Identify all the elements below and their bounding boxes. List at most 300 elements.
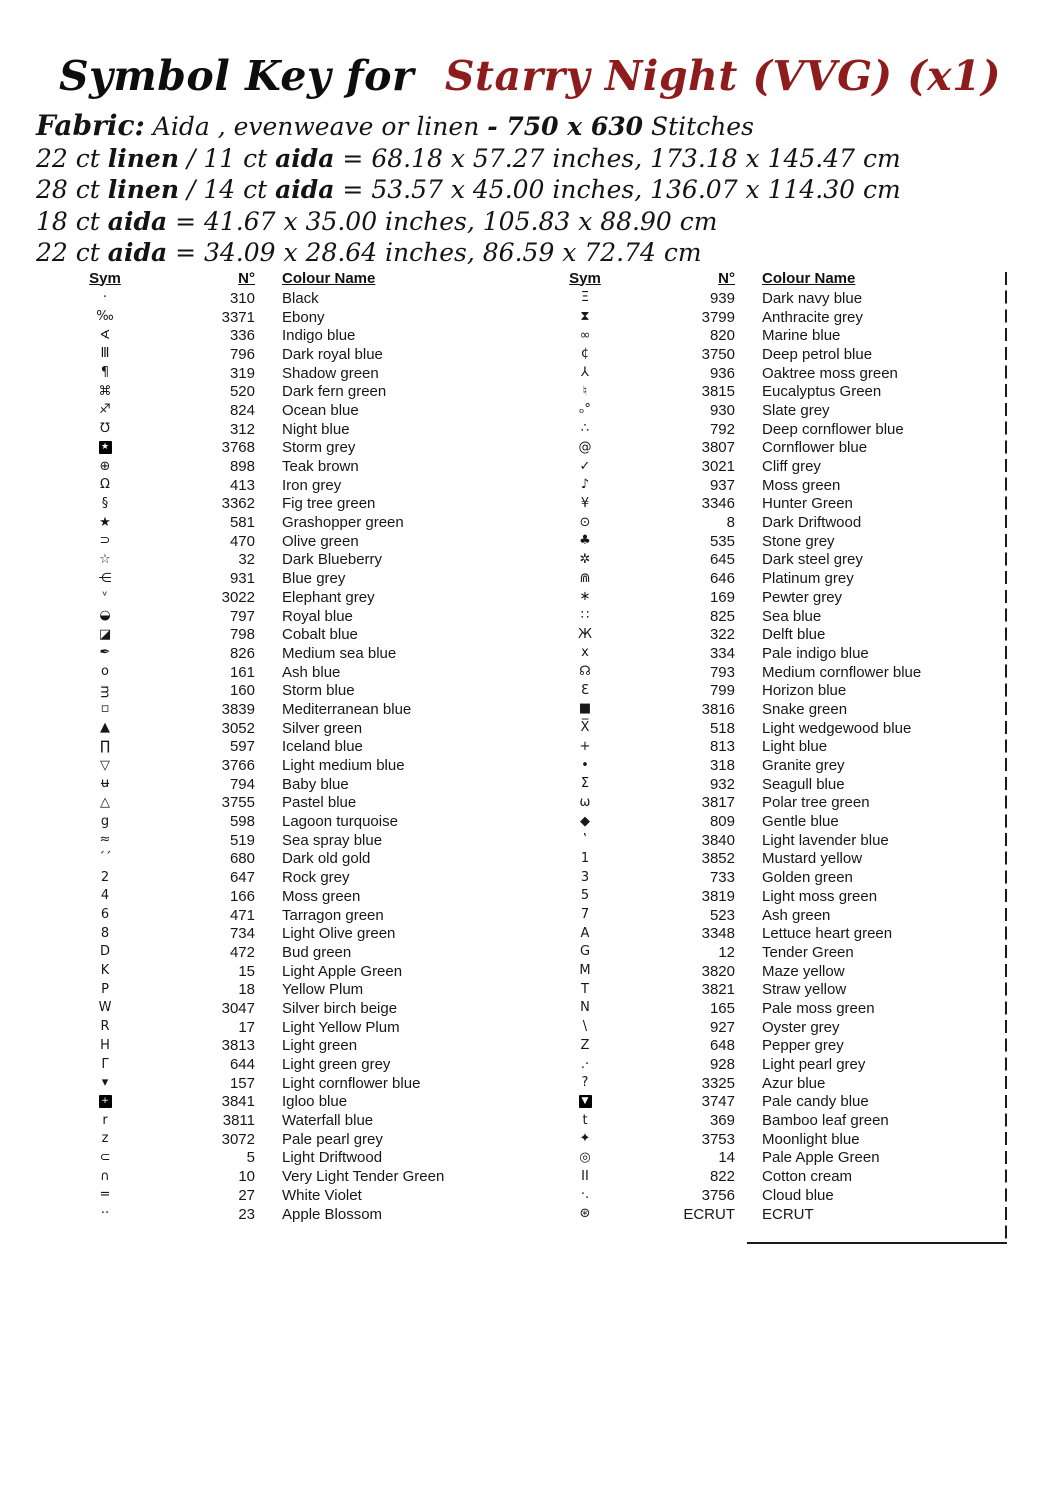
table-row (540, 1111, 1007, 1130)
colour-name: Eucalyptus Green (762, 383, 882, 401)
symbol-glyph: ✦ (579, 1131, 591, 1147)
thread-number: 3768 (221, 439, 255, 457)
table-row (60, 364, 520, 383)
thread-number: 932 (709, 775, 735, 793)
colour-name: Anthracite grey (762, 308, 863, 326)
colour-name: Bud green (282, 943, 352, 961)
symbol-glyph: ⊙ (579, 514, 591, 530)
symbol-glyph: 4 (100, 888, 110, 904)
symbol-glyph: Ξ (580, 290, 590, 306)
thread-number: 931 (229, 570, 255, 588)
symbol-glyph: ‰ (96, 309, 114, 325)
table-row (540, 401, 1007, 420)
number-column-header: N° (238, 270, 255, 287)
symbol-glyph: ∢ (99, 327, 111, 343)
table-row (60, 663, 520, 682)
thread-number: 15 (238, 962, 255, 980)
thread-number: 165 (709, 999, 735, 1017)
table-row (540, 569, 1007, 588)
colour-name: Dark old gold (282, 850, 371, 868)
thread-number: 3813 (221, 1037, 255, 1055)
thread-number: 3348 (701, 925, 735, 943)
symbol-glyph: ·. (580, 1187, 590, 1203)
thread-number: 3839 (221, 700, 255, 718)
table-row (60, 625, 520, 644)
table-row (60, 1037, 520, 1056)
colour-name: Pepper grey (762, 1037, 844, 1055)
colour-name: Iron grey (282, 476, 342, 494)
fabric-text-segment: aida (275, 143, 335, 173)
colour-name: Sea spray blue (282, 831, 383, 849)
table-row (60, 457, 520, 476)
thread-number: 310 (229, 289, 255, 307)
thread-number: 796 (229, 345, 255, 363)
fabric-info (36, 110, 901, 269)
symbol-glyph: ♣ (579, 533, 591, 549)
thread-number: 3819 (701, 887, 735, 905)
symbol-glyph: ‛ (582, 832, 588, 848)
fabric-line (36, 143, 901, 175)
symbol-glyph: 7 (580, 907, 590, 923)
thread-number: 519 (229, 831, 255, 849)
colour-name: Storm blue (282, 682, 355, 700)
thread-number: 939 (709, 289, 735, 307)
table-row (540, 326, 1007, 345)
table-row (540, 1130, 1007, 1149)
colour-name: Slate grey (762, 401, 830, 419)
fabric-text-segment: 18 ct (36, 206, 108, 236)
symbol-glyph: \ (582, 1019, 588, 1035)
symbol-glyph: ≈ (99, 832, 111, 848)
thread-number: 318 (709, 757, 735, 775)
thread-number: 14 (718, 1149, 735, 1167)
colour-name: Black (282, 289, 319, 307)
colour-name: Pale moss green (762, 999, 875, 1017)
table-row (60, 308, 520, 327)
thread-number: 645 (709, 551, 735, 569)
thread-number: 17 (238, 1018, 255, 1036)
symbol-glyph: ⊛ (579, 1206, 591, 1222)
thread-number: 797 (229, 607, 255, 625)
table-row (540, 644, 1007, 663)
colour-name: Tarragon green (282, 906, 384, 924)
inverse-symbol-box: + (99, 1095, 112, 1108)
symbol-glyph: 8 (100, 925, 110, 941)
thread-number: 3841 (221, 1093, 255, 1111)
symbol-glyph: ∗ (579, 589, 591, 605)
symbol-glyph: W (98, 1000, 112, 1016)
thread-number: 3821 (701, 981, 735, 999)
colour-name: Dark navy blue (762, 289, 863, 307)
symbol-glyph: g (100, 813, 110, 829)
thread-number: 927 (709, 1018, 735, 1036)
symbol-glyph: K (100, 963, 110, 979)
symbol-glyph: N (580, 1000, 590, 1016)
colour-name: Pale pearl grey (282, 1130, 383, 1148)
symbol-glyph: ⊂ (99, 1149, 111, 1165)
symbol-glyph: 1 (580, 850, 590, 866)
colour-name: Dark fern green (282, 383, 387, 401)
table-row (540, 382, 1007, 401)
thread-number: 12 (718, 943, 735, 961)
table-row (60, 943, 520, 962)
thread-number: 826 (229, 644, 255, 662)
thread-number: 3840 (701, 831, 735, 849)
colour-name: Seagull blue (762, 775, 845, 793)
symbol-glyph: T (581, 981, 589, 997)
symbol-glyph: Z (580, 1037, 590, 1053)
thread-number: 792 (709, 420, 735, 438)
thread-number: 813 (709, 738, 735, 756)
thread-number: 8 (726, 514, 735, 532)
colour-name: Ash green (762, 906, 831, 924)
table-row (540, 831, 1007, 850)
table-row (60, 532, 520, 551)
table-row (540, 364, 1007, 383)
thread-number: 3766 (221, 757, 255, 775)
symbol-glyph: ⋲ (98, 570, 112, 586)
thread-number: 3325 (701, 1074, 735, 1092)
table-row (540, 588, 1007, 607)
table-row (60, 345, 520, 364)
fabric-text-segment: / 14 ct (179, 175, 276, 204)
fabric-text-segment: = 53.57 x 45.00 inches, 136.07 x 114.30 cm (334, 175, 901, 204)
thread-number: 3072 (221, 1130, 255, 1148)
colour-name: Olive green (282, 532, 359, 550)
colour-name: Lagoon turquoise (282, 813, 398, 831)
symbol-glyph (540, 1095, 630, 1109)
colour-name: Marine blue (762, 327, 841, 345)
colour-name: Light lavender blue (762, 831, 889, 849)
table-row (60, 868, 520, 887)
colour-name: Oaktree moss green (762, 364, 898, 382)
symbol-glyph: Ⅲ (100, 346, 110, 362)
table-row (540, 289, 1007, 308)
thread-number: 3817 (701, 794, 735, 812)
thread-number: 733 (709, 869, 735, 887)
thread-number: 3755 (221, 794, 255, 812)
table-row (60, 1111, 520, 1130)
thread-number: 470 (229, 532, 255, 550)
table-row (540, 794, 1007, 813)
thread-number: 336 (229, 327, 255, 345)
number-column-header: N° (718, 270, 735, 287)
symbol-glyph: ♪ (580, 477, 590, 493)
thread-number: 535 (709, 532, 735, 550)
thread-number: 809 (709, 813, 735, 831)
symbol-glyph: ◎ (579, 1149, 591, 1165)
symbol-glyph: R (100, 1019, 110, 1035)
thread-number: 3756 (701, 1186, 735, 1204)
symbol-glyph: ▲ (100, 720, 110, 736)
table-row (60, 289, 520, 308)
symbol-glyph: ✒ (99, 645, 111, 661)
colour-name: Igloo blue (282, 1093, 348, 1111)
table-row (540, 1055, 1007, 1074)
colour-name: Medium sea blue (282, 644, 397, 662)
colour-name: Ocean blue (282, 401, 359, 419)
thread-number: 824 (229, 401, 255, 419)
symbol-glyph: ■ (578, 701, 592, 717)
symbol-glyph: ▾ (101, 1075, 109, 1091)
thread-number: 734 (229, 925, 255, 943)
colour-name: Oyster grey (762, 1018, 840, 1036)
thread-number: 3820 (701, 962, 735, 980)
colour-name: Light green (282, 1037, 358, 1055)
table-row (540, 719, 1007, 738)
colour-name: Royal blue (282, 607, 353, 625)
fabric-text-segment: / 11 ct (179, 143, 276, 173)
colour-name: Waterfall blue (282, 1112, 374, 1130)
symbol-glyph: A (580, 925, 590, 941)
thread-number: 647 (229, 869, 255, 887)
colour-name: Hunter Green (762, 495, 853, 513)
table-row (60, 382, 520, 401)
colour-name: Dark Blueberry (282, 551, 383, 569)
colour-name: Silver birch beige (282, 999, 398, 1017)
colour-name: Dark royal blue (282, 345, 383, 363)
colour-name: Light blue (762, 738, 828, 756)
colour-name: Delft blue (762, 626, 826, 644)
thread-number: 523 (709, 906, 735, 924)
thread-number: 936 (709, 364, 735, 382)
table-row (540, 999, 1007, 1018)
table-row (60, 588, 520, 607)
symbol-glyph: Ω (100, 477, 110, 493)
symbol-glyph: Σ (580, 776, 590, 792)
thread-number: 598 (229, 813, 255, 831)
colour-name: Moss green (282, 887, 361, 905)
thread-number: 3815 (701, 383, 735, 401)
symbol-glyph: x (581, 645, 589, 661)
thread-number: 646 (709, 570, 735, 588)
table-row (540, 532, 1007, 551)
colour-name: Tender Green (762, 943, 854, 961)
thread-number: 3022 (221, 588, 255, 606)
thread-number: 18 (238, 981, 255, 999)
thread-number: 3747 (701, 1093, 735, 1111)
table-row (60, 962, 520, 981)
table-row (60, 644, 520, 663)
table-row (540, 1018, 1007, 1037)
symbol-glyph: ⊃ (99, 533, 111, 549)
colour-name: Elephant grey (282, 588, 375, 606)
colour-name: Moonlight blue (762, 1130, 860, 1148)
colour-name: Cotton cream (762, 1168, 853, 1186)
thread-number: 319 (229, 364, 255, 382)
symbol-glyph: ? (581, 1075, 589, 1091)
table-row (60, 1018, 520, 1037)
table-row (60, 999, 520, 1018)
colour-name: Pale Apple Green (762, 1149, 880, 1167)
fabric-text-segment: aida (107, 206, 168, 236)
fabric-text-segment: Fabric: (36, 109, 145, 142)
symbol-glyph: ▽ (100, 757, 110, 773)
table-row (60, 980, 520, 999)
table-row (540, 756, 1007, 775)
colour-name: Azur blue (762, 1074, 826, 1092)
thread-number: 898 (229, 458, 255, 476)
table-row (60, 831, 520, 850)
symbol-glyph: ⅄ (581, 365, 589, 381)
table-row (540, 775, 1007, 794)
colour-name: Light green grey (282, 1056, 391, 1074)
fabric-text-segment: 28 ct (36, 175, 108, 204)
symbol-glyph: ω (579, 794, 591, 810)
table-row (60, 1167, 520, 1186)
table-row (540, 607, 1007, 626)
symbol-glyph: ⊕ (99, 458, 111, 474)
thread-number: 3816 (701, 700, 735, 718)
table-row (540, 513, 1007, 532)
symbol-glyph: ∷ (580, 608, 590, 624)
key-table-left-column (60, 268, 520, 1223)
colour-name: Yellow Plum (282, 981, 364, 999)
thread-number: 369 (709, 1112, 735, 1130)
colour-name: Indigo blue (282, 327, 356, 345)
thread-number: 648 (709, 1037, 735, 1055)
thread-number: 794 (229, 775, 255, 793)
table-row (60, 513, 520, 532)
colour-name: Fig tree green (282, 495, 376, 513)
symbol-glyph (60, 441, 150, 455)
colour-name: Sea blue (762, 607, 822, 625)
symbol-glyph: ¶ (100, 365, 110, 381)
colour-name: Apple Blossom (282, 1205, 383, 1223)
table-row (540, 420, 1007, 439)
symbol-glyph: § (101, 495, 109, 511)
colour-name: Platinum grey (762, 570, 854, 588)
thread-number: 3852 (701, 850, 735, 868)
symbol-glyph: 3 (580, 869, 590, 885)
table-row (540, 551, 1007, 570)
title-pattern-name: Starry Night (VVG) (x1) (444, 52, 1002, 100)
table-row (60, 1055, 520, 1074)
colour-name: Gentle blue (762, 813, 839, 831)
colour-name: Golden green (762, 869, 853, 887)
thread-number: 3799 (701, 308, 735, 326)
colour-name: Pastel blue (282, 794, 357, 812)
colour-name: Light Apple Green (282, 962, 403, 980)
colour-name: Mustard yellow (762, 850, 863, 868)
colour-name: Baby blue (282, 775, 349, 793)
table-header-row (540, 268, 1007, 289)
symbol-glyph: Ж (577, 626, 592, 642)
colour-name: Cliff grey (762, 458, 821, 476)
thread-number: 160 (229, 682, 255, 700)
table-rows-right (540, 289, 1007, 1223)
thread-number: 644 (229, 1056, 255, 1074)
table-row (540, 962, 1007, 981)
fabric-text-segment: linen (107, 175, 180, 204)
symbol-glyph: ₒ° (579, 402, 591, 418)
table-row (540, 812, 1007, 831)
table-row (540, 625, 1007, 644)
thread-number: 799 (709, 682, 735, 700)
symbol-glyph: + (579, 738, 591, 754)
table-row (540, 980, 1007, 999)
symbol-glyph: G (579, 944, 591, 960)
colour-name: Light pearl grey (762, 1056, 866, 1074)
symbol-glyph: ʉ (100, 776, 110, 792)
thread-number: 27 (238, 1186, 255, 1204)
colour-name: Light medium blue (282, 757, 405, 775)
inverse-symbol-box: ★ (99, 441, 112, 454)
table-row (60, 326, 520, 345)
thread-number: 3021 (701, 458, 735, 476)
symbol-glyph: ∞ (579, 327, 591, 343)
symbol-glyph: = (99, 1187, 111, 1203)
thread-number: 166 (229, 887, 255, 905)
fabric-line (36, 206, 901, 238)
table-row (540, 345, 1007, 364)
symbol-glyph: H (100, 1037, 110, 1053)
table-row (60, 700, 520, 719)
colour-name: White Violet (282, 1186, 362, 1204)
fabric-text-segment: = 34.09 x 28.64 inches, 86.59 x 72.74 cm (167, 238, 702, 267)
colour-name: ECRUT (762, 1205, 814, 1223)
thread-number: 520 (229, 383, 255, 401)
symbol-glyph: · (102, 290, 108, 306)
symbol-glyph: ᵛ (102, 589, 108, 605)
symbol-glyph: ★ (99, 514, 111, 530)
table-row (540, 868, 1007, 887)
table-row (540, 663, 1007, 682)
colour-name: Straw yellow (762, 981, 847, 999)
colour-name: Storm grey (282, 439, 356, 457)
colour-name: Snake green (762, 700, 848, 718)
table-row (540, 700, 1007, 719)
inverse-symbol-box: ▼ (579, 1095, 592, 1108)
table-row (60, 420, 520, 439)
symbol-glyph: r (102, 1112, 108, 1128)
colour-name: Pewter grey (762, 588, 843, 606)
thread-number: 471 (229, 906, 255, 924)
thread-number: 820 (709, 327, 735, 345)
thread-number: ECRUT (683, 1205, 735, 1223)
thread-number: 793 (709, 663, 735, 681)
fabric-text-segment: = 68.18 x 57.27 inches, 173.18 x 145.47 cm (334, 143, 901, 173)
colour-name: Ebony (282, 308, 325, 326)
table-row (540, 1037, 1007, 1056)
symbol-glyph: △ (100, 794, 110, 810)
thread-number: 597 (229, 738, 255, 756)
colour-name: Granite grey (762, 757, 845, 775)
symbol-glyph: ◪ (98, 626, 112, 642)
table-row (60, 1130, 520, 1149)
table-row (60, 1149, 520, 1168)
colour-name: Grashopper green (282, 514, 404, 532)
symbol-glyph: t (582, 1112, 588, 1128)
symbol-glyph: II (581, 1168, 589, 1184)
symbol-glyph: @ (578, 439, 592, 455)
colour-name: Light Olive green (282, 925, 396, 943)
colour-name: Bamboo leaf green (762, 1112, 889, 1130)
symbol-glyph: ✲ (579, 551, 591, 567)
fabric-text-segment: aida (107, 238, 168, 267)
colour-name: Shadow green (282, 364, 379, 382)
colour-name: Mediterranean blue (282, 700, 412, 718)
symbol-glyph: 2 (100, 869, 110, 885)
colour-name: Dark steel grey (762, 551, 863, 569)
symbol-glyph: ℧ (100, 421, 110, 437)
colour-name: Pale candy blue (762, 1093, 869, 1111)
symbol-glyph: ∏ (100, 738, 110, 754)
symbol-glyph: ∴ (580, 421, 590, 437)
colour-name: Silver green (282, 719, 363, 737)
symbol-glyph: ▫ (100, 701, 110, 717)
symbol-glyph: ¢ (580, 346, 590, 362)
